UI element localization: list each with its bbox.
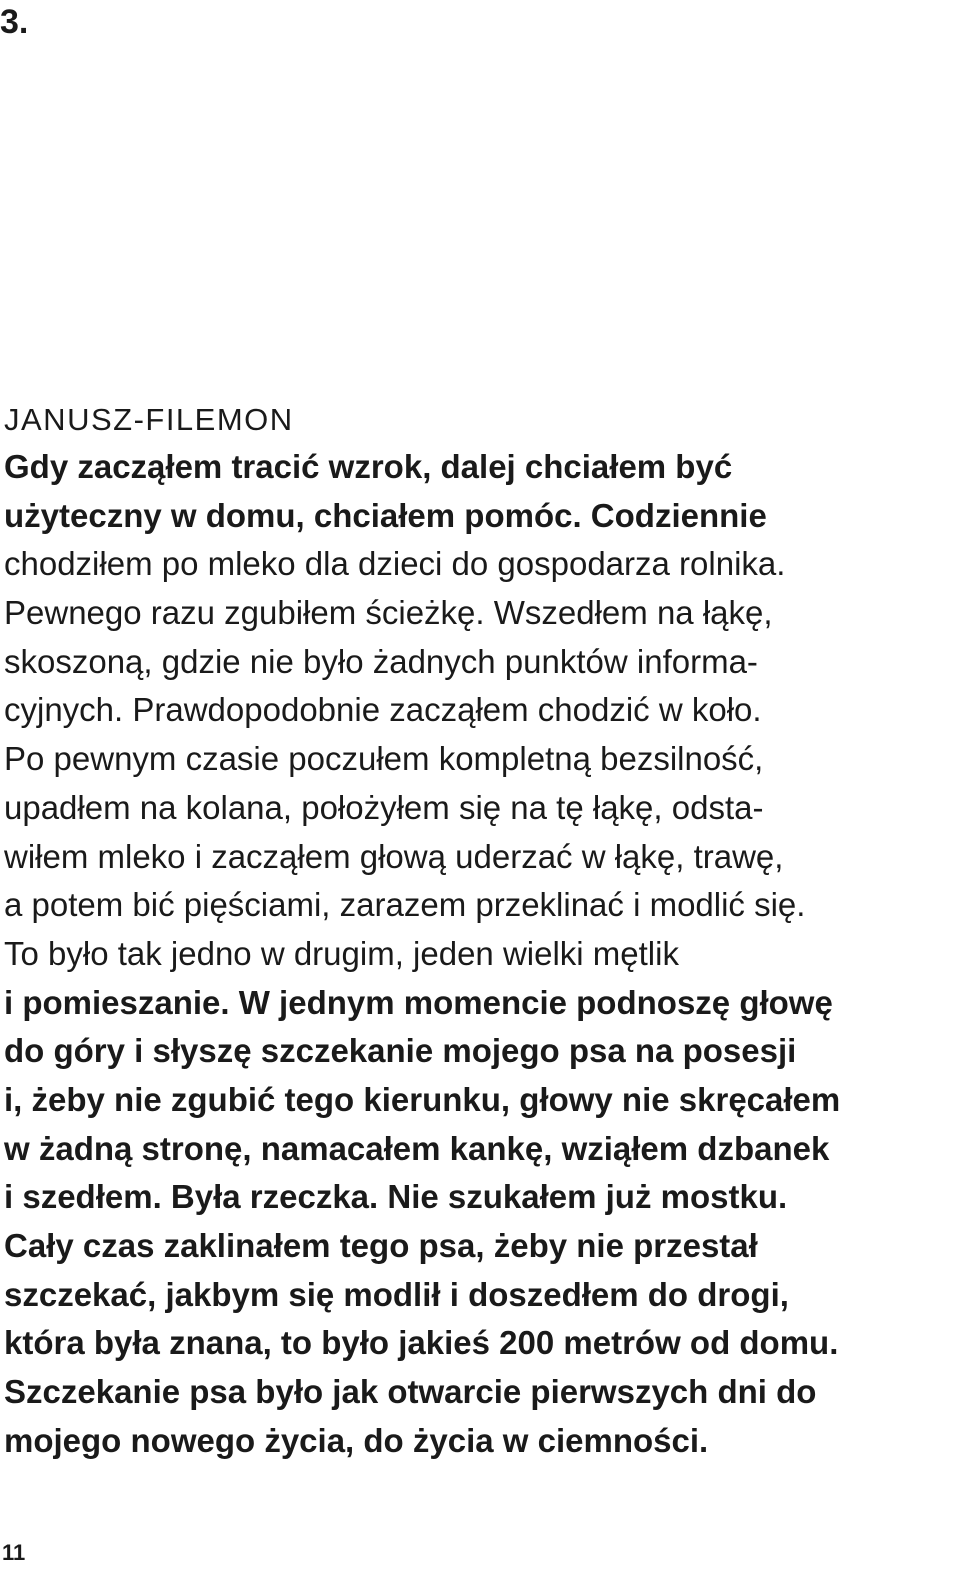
page-number: 11 xyxy=(2,1540,26,1565)
text-line: i szedłem. Była rzeczka. Nie szukałem już mostku. xyxy=(4,1178,788,1216)
text-line: wiłem mleko i zacząłem głową uderzać w łąkę, trawę, xyxy=(4,837,784,875)
text-line: użyteczny w domu, chciałem pomóc. Codziennie xyxy=(4,496,767,534)
body-text xyxy=(4,443,944,1465)
text-line: Cały czas zaklinałem tego psa, żeby nie przestał xyxy=(4,1227,758,1264)
text-line: Szczekanie psa było jak otwarcie pierwszych dni do xyxy=(4,1373,817,1411)
text-line: w żadną stronę, namacałem kankę, wziąłem dzbanek xyxy=(4,1129,830,1167)
text-line: Gdy zacząłem tracić wzrok, dalej chciałem być xyxy=(4,448,733,485)
text-line: do góry i słyszę szczekanie mojego psa na posesji xyxy=(4,1032,797,1070)
text-line: chodziłem po mleko dla dzieci do gospodarza rolnika. xyxy=(4,545,786,583)
text-line: upadłem na kolana, położyłem się na tę łąkę, odsta- xyxy=(4,788,764,826)
text-line: a potem bić pięściami, zarazem przeklinać i modlić się. xyxy=(4,886,806,924)
text-line: i, żeby nie zgubić tego kierunku, głowy nie skręcałem xyxy=(4,1080,841,1118)
text-line: Pewnego razu zgubiłem ścieżkę. Wszedłem na łąkę, xyxy=(4,594,773,632)
text-line: To było tak jedno w drugim, jeden wielki mętlik xyxy=(4,934,679,972)
text-line: która była znana, to było jakieś 200 metrów od domu. xyxy=(4,1324,839,1362)
text-line: mojego nowego życia, do życia w ciemności. xyxy=(4,1421,709,1459)
speaker-name: JANUSZ-FILEMON xyxy=(4,402,294,437)
text-line: i pomieszanie. W jednym momencie podnoszę głowę xyxy=(4,983,833,1021)
chapter-number: 3. xyxy=(0,3,29,41)
text-line: skoszoną, gdzie nie było żadnych punktów informa- xyxy=(4,642,758,680)
text-line: Po pewnym czasie poczułem kompletną bezsilność, xyxy=(4,740,764,778)
text-line: cyjnych. Prawdopodobnie zacząłem chodzić w koło. xyxy=(4,691,762,729)
text-line: szczekać, jakbym się modlił i doszedłem do drogi, xyxy=(4,1275,789,1313)
